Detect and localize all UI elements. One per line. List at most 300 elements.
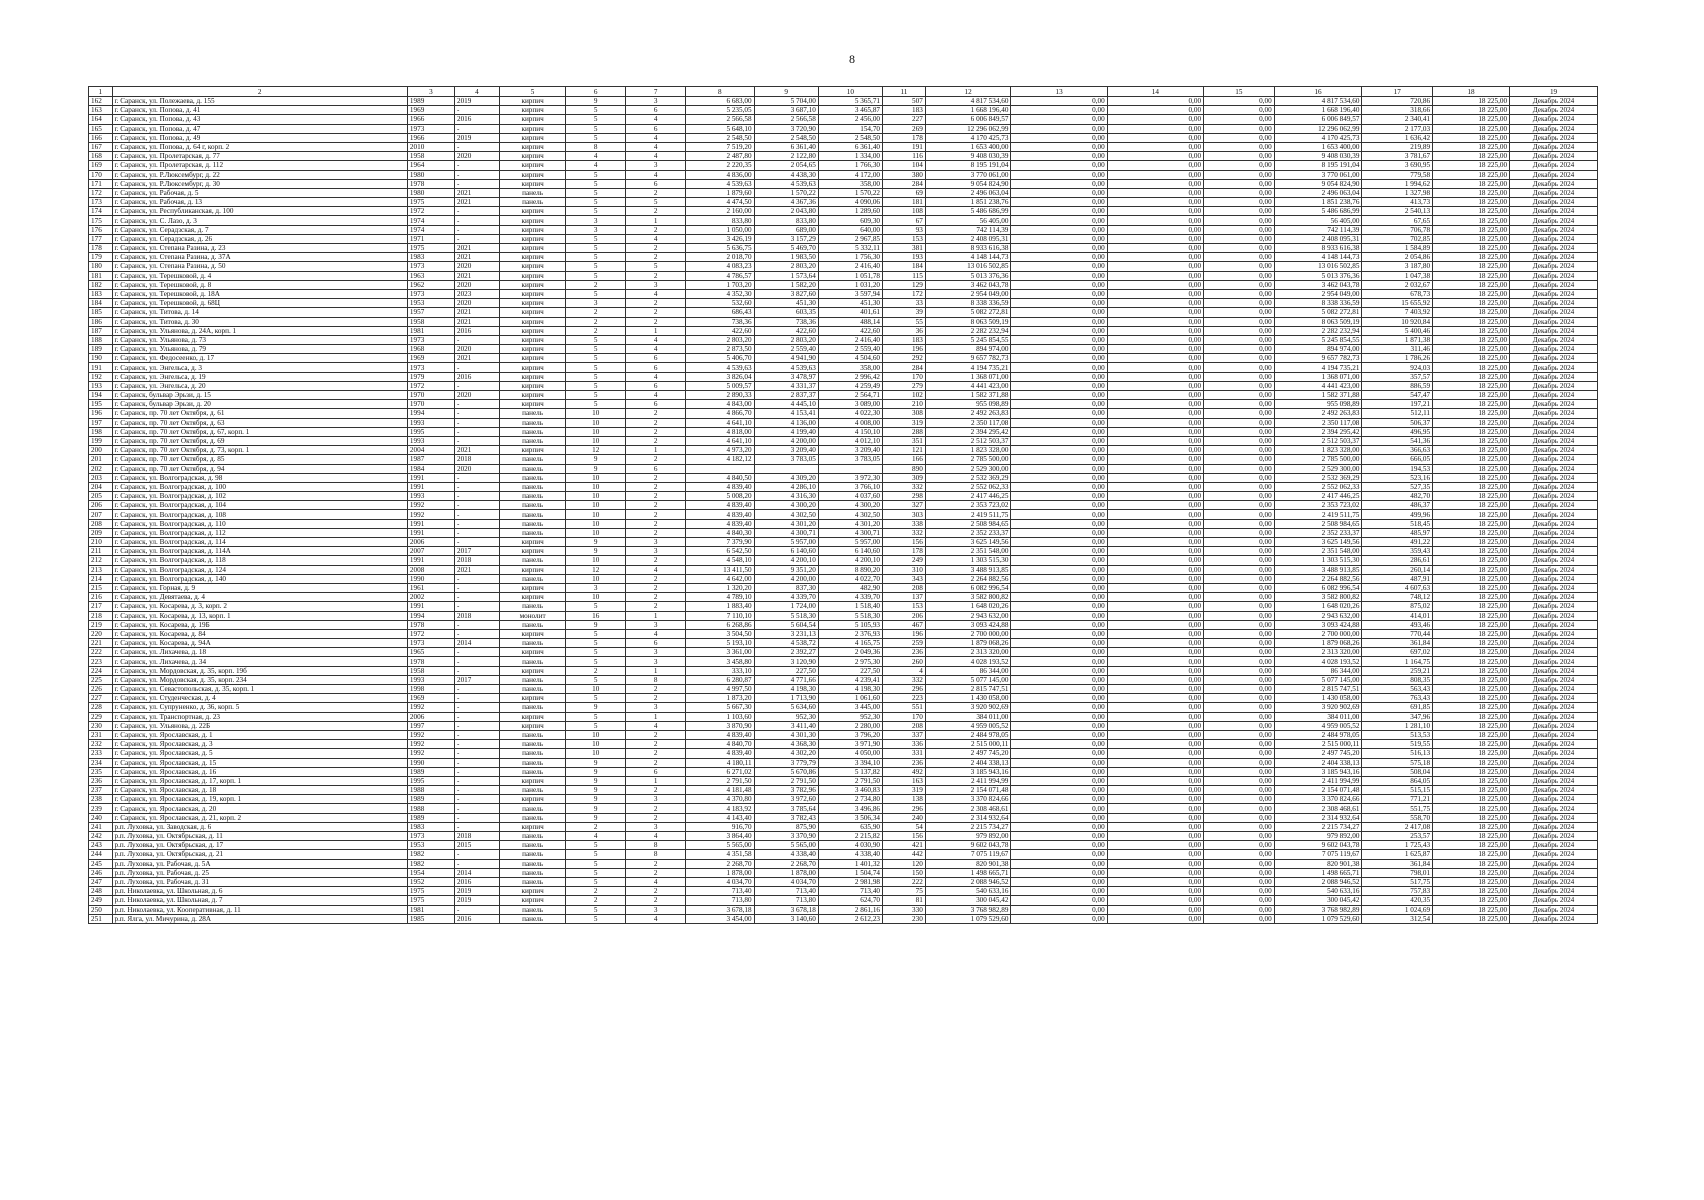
table-cell: 5 bbox=[566, 271, 626, 280]
table-cell: 575,18 bbox=[1362, 758, 1433, 767]
table-cell: 0,00 bbox=[1204, 289, 1275, 298]
table-cell: 0,00 bbox=[1204, 161, 1275, 170]
table-cell: 1969 bbox=[407, 106, 454, 115]
table-cell: 1991 bbox=[407, 482, 454, 491]
table-row bbox=[89, 905, 1598, 914]
table-cell: 18 225,00 bbox=[1433, 749, 1510, 758]
table-cell: 18 225,00 bbox=[1433, 721, 1510, 730]
table-row bbox=[89, 152, 1598, 161]
table-cell: 3 187,80 bbox=[1362, 262, 1433, 271]
table-cell: 0,00 bbox=[1011, 133, 1107, 142]
table-cell: 2 bbox=[626, 482, 686, 491]
table-cell: 0,00 bbox=[1011, 317, 1107, 326]
table-cell: 0,00 bbox=[1107, 776, 1203, 785]
table-cell: 2019 bbox=[454, 887, 499, 896]
table-cell: Декабрь 2024 bbox=[1510, 767, 1598, 776]
table-cell: 0,00 bbox=[1107, 225, 1203, 234]
table-cell: 3 768 982,89 bbox=[1274, 905, 1362, 914]
table-cell: 169 bbox=[89, 161, 113, 170]
table-cell: 2 785 500,00 bbox=[925, 455, 1011, 464]
table-cell: 1984 bbox=[407, 464, 454, 473]
column-number: 18 bbox=[1433, 87, 1510, 97]
table-cell: 0,00 bbox=[1107, 565, 1203, 574]
table-cell: 0,00 bbox=[1107, 97, 1203, 106]
table-cell: 0,00 bbox=[1204, 786, 1275, 795]
table-cell: 4 866,70 bbox=[686, 409, 754, 418]
table-cell: 0,00 bbox=[1011, 813, 1107, 822]
table-cell: 0,00 bbox=[1107, 914, 1203, 923]
table-cell: 0,00 bbox=[1107, 574, 1203, 583]
table-cell bbox=[818, 464, 882, 473]
table-cell: Декабрь 2024 bbox=[1510, 124, 1598, 133]
table-cell: - bbox=[454, 850, 499, 859]
table-cell: кирпич bbox=[499, 372, 565, 381]
table-cell: 2 484 978,05 bbox=[1274, 730, 1362, 739]
table-cell: 0,00 bbox=[1011, 234, 1107, 243]
table-cell: г. Саранск, ул. Терешковой, д. 4 bbox=[112, 271, 407, 280]
table-cell: 4 200,00 bbox=[754, 574, 818, 583]
table-cell: 2 bbox=[626, 519, 686, 528]
table-cell: 13 016 502,85 bbox=[925, 262, 1011, 271]
column-number: 19 bbox=[1510, 87, 1598, 97]
table-cell: 10 920,84 bbox=[1362, 317, 1433, 326]
table-cell: г. Саранск, ул. Девятаева, д. 4 bbox=[112, 593, 407, 602]
table-cell: 4 300,20 bbox=[818, 501, 882, 510]
table-cell: 191 bbox=[89, 363, 113, 372]
table-cell: 1964 bbox=[407, 161, 454, 170]
table-cell: 0,00 bbox=[1107, 161, 1203, 170]
table-cell: 5 bbox=[566, 124, 626, 133]
table-cell: 1 430 058,00 bbox=[1274, 694, 1362, 703]
table-cell: 18 225,00 bbox=[1433, 804, 1510, 813]
table-cell: г. Саранск, ул. Энгельса, д. 19 bbox=[112, 372, 407, 381]
table-cell: 208 bbox=[883, 583, 926, 592]
table-cell: 1994 bbox=[407, 611, 454, 620]
table-cell: 3 bbox=[626, 161, 686, 170]
table-cell: 2 559,40 bbox=[754, 345, 818, 354]
table-cell: 486,37 bbox=[1362, 501, 1433, 510]
table-cell: 4 839,40 bbox=[686, 510, 754, 519]
table-cell: 0,00 bbox=[1204, 381, 1275, 390]
table-cell: г. Саранск, ул. Севастопольская, д. 35, корп. 1 bbox=[112, 685, 407, 694]
table-cell: 227 bbox=[89, 694, 113, 703]
table-cell: 1989 bbox=[407, 97, 454, 106]
table-cell: 0,00 bbox=[1107, 198, 1203, 207]
table-cell: 7 075 119,67 bbox=[1274, 850, 1362, 859]
table-cell: 0,00 bbox=[1107, 813, 1203, 822]
table-cell: 2 314 932,64 bbox=[925, 813, 1011, 822]
table-cell: 338 bbox=[883, 519, 926, 528]
table-cell: 236 bbox=[89, 776, 113, 785]
table-cell: 5 bbox=[566, 400, 626, 409]
table-cell: 2 837,37 bbox=[754, 391, 818, 400]
table-cell: 205 bbox=[89, 492, 113, 501]
table-cell: 6 361,40 bbox=[754, 142, 818, 151]
table-cell: 2021 bbox=[454, 198, 499, 207]
table-cell: 2 088 946,52 bbox=[925, 877, 1011, 886]
table-cell: 189 bbox=[89, 345, 113, 354]
table-cell: 2 282 232,94 bbox=[925, 326, 1011, 335]
table-cell: 1 334,00 bbox=[818, 152, 882, 161]
table-cell: Декабрь 2024 bbox=[1510, 234, 1598, 243]
table-cell: 5 bbox=[566, 639, 626, 648]
table-cell: Декабрь 2024 bbox=[1510, 492, 1598, 501]
table-cell: 181 bbox=[89, 271, 113, 280]
table-cell: 686,43 bbox=[686, 308, 754, 317]
table-cell: 5 bbox=[566, 905, 626, 914]
table-cell: 4 bbox=[626, 115, 686, 124]
table-cell: 3 bbox=[626, 822, 686, 831]
table-cell: 5 670,86 bbox=[754, 767, 818, 776]
table-cell: 4 bbox=[626, 372, 686, 381]
table-cell: 153 bbox=[883, 234, 926, 243]
table-cell: панель bbox=[499, 804, 565, 813]
housing-registry-table bbox=[88, 86, 1598, 924]
table-cell: 0,00 bbox=[1011, 721, 1107, 730]
table-cell: 0,00 bbox=[1011, 492, 1107, 501]
table-cell: 0,00 bbox=[1107, 473, 1203, 482]
table-cell: панель bbox=[499, 574, 565, 583]
table-cell: - bbox=[454, 161, 499, 170]
table-cell: 0,00 bbox=[1107, 583, 1203, 592]
table-cell: 8 195 191,04 bbox=[1274, 161, 1362, 170]
table-cell: 2 943 632,00 bbox=[1274, 611, 1362, 620]
table-cell: 5 bbox=[566, 188, 626, 197]
table-cell: 0,00 bbox=[1204, 492, 1275, 501]
table-cell: 421 bbox=[883, 841, 926, 850]
column-number: 7 bbox=[626, 87, 686, 97]
table-cell: 0,00 bbox=[1107, 850, 1203, 859]
table-row bbox=[89, 179, 1598, 188]
table-cell: 890 bbox=[883, 464, 926, 473]
table-cell: г. Саранск, ул. Лихачева, д. 18 bbox=[112, 648, 407, 657]
table-cell: 1989 bbox=[407, 813, 454, 822]
table-cell: 227,50 bbox=[754, 666, 818, 675]
table-cell: 0,00 bbox=[1011, 188, 1107, 197]
table-cell: 0,00 bbox=[1011, 639, 1107, 648]
table-cell: 7 379,90 bbox=[686, 538, 754, 547]
table-cell: 196 bbox=[883, 629, 926, 638]
table-cell: - bbox=[454, 427, 499, 436]
table-row bbox=[89, 896, 1598, 905]
table-cell: 2 352 233,37 bbox=[1274, 528, 1362, 537]
table-cell: 499,96 bbox=[1362, 510, 1433, 519]
table-cell: 2 282 232,94 bbox=[1274, 326, 1362, 335]
table-cell: панель bbox=[499, 519, 565, 528]
table-cell: 229 bbox=[89, 712, 113, 721]
table-cell: Декабрь 2024 bbox=[1510, 675, 1598, 684]
table-cell: г. Саранск, ул. Попова, д. 49 bbox=[112, 133, 407, 142]
table-cell: 0,00 bbox=[1011, 115, 1107, 124]
table-cell: г. Саранск, ул. Степана Разина, д. 37А bbox=[112, 253, 407, 262]
table-cell: панель bbox=[499, 767, 565, 776]
table-cell: 9 bbox=[566, 804, 626, 813]
table-cell: 4 539,63 bbox=[686, 363, 754, 372]
table-cell: панель bbox=[499, 198, 565, 207]
table-cell: 0,00 bbox=[1107, 115, 1203, 124]
table-cell: кирпич bbox=[499, 391, 565, 400]
table-cell: 10 bbox=[566, 492, 626, 501]
table-cell: кирпич bbox=[499, 244, 565, 253]
table-row bbox=[89, 198, 1598, 207]
table-cell: 0,00 bbox=[1204, 207, 1275, 216]
table-cell: 0,00 bbox=[1107, 262, 1203, 271]
table-cell: 4 301,20 bbox=[818, 519, 882, 528]
table-cell: Декабрь 2024 bbox=[1510, 629, 1598, 638]
table-cell: 4 259,49 bbox=[818, 381, 882, 390]
table-cell: г. Саранск, пр. 70 лет Октября, д. 73, корп. 1 bbox=[112, 446, 407, 455]
table-cell: 2021 bbox=[454, 188, 499, 197]
table-cell: 0,00 bbox=[1107, 400, 1203, 409]
table-cell: 10 bbox=[566, 749, 626, 758]
table-cell: 18 225,00 bbox=[1433, 841, 1510, 850]
table-cell: 4 839,40 bbox=[686, 482, 754, 491]
table-cell: 706,78 bbox=[1362, 225, 1433, 234]
table-cell: 5 400,46 bbox=[1362, 326, 1433, 335]
table-cell: 4 642,00 bbox=[686, 574, 754, 583]
table-cell: 5 365,71 bbox=[818, 97, 882, 106]
table-cell: 4 538,72 bbox=[754, 639, 818, 648]
table-cell: - bbox=[454, 648, 499, 657]
table-cell: 2 456,00 bbox=[818, 115, 882, 124]
table-cell: 0,00 bbox=[1107, 556, 1203, 565]
table-cell: 2 bbox=[566, 896, 626, 905]
table-cell: 442 bbox=[883, 850, 926, 859]
table-cell: 4 441 423,00 bbox=[1274, 381, 1362, 390]
table-cell: Декабрь 2024 bbox=[1510, 510, 1598, 519]
table-cell: 0,00 bbox=[1011, 758, 1107, 767]
table-cell: 0,00 bbox=[1204, 675, 1275, 684]
table-cell: 9 bbox=[566, 464, 626, 473]
table-cell: кирпич bbox=[499, 896, 565, 905]
table-cell: 2 353 723,02 bbox=[925, 501, 1011, 510]
table-cell: 54 bbox=[883, 822, 926, 831]
table-row bbox=[89, 464, 1598, 473]
table-cell: г. Саранск, ул. Волгоградская, д. 112 bbox=[112, 528, 407, 537]
table-cell: - bbox=[454, 694, 499, 703]
table-cell: Декабрь 2024 bbox=[1510, 703, 1598, 712]
table-cell: кирпич bbox=[499, 446, 565, 455]
table-cell: 2006 bbox=[407, 712, 454, 721]
table-row bbox=[89, 565, 1598, 574]
table-cell: 4 338,40 bbox=[754, 850, 818, 859]
table-cell: 6 bbox=[626, 639, 686, 648]
table-cell: 1 724,00 bbox=[754, 602, 818, 611]
table-cell: 196 bbox=[883, 345, 926, 354]
table-cell: 4 839,40 bbox=[686, 501, 754, 510]
table-cell: кирпич bbox=[499, 152, 565, 161]
table-cell: 183 bbox=[89, 289, 113, 298]
table-cell: 2 394 295,42 bbox=[925, 427, 1011, 436]
table-cell: 742 114,39 bbox=[1274, 225, 1362, 234]
table-cell: 3 458,80 bbox=[686, 657, 754, 666]
column-number: 13 bbox=[1011, 87, 1107, 97]
table-cell: 5 bbox=[566, 335, 626, 344]
table-cell: 2004 bbox=[407, 446, 454, 455]
table-cell: Декабрь 2024 bbox=[1510, 464, 1598, 473]
table-cell: 2 967,85 bbox=[818, 234, 882, 243]
table-cell: р.п. Луховка, ул. Октябрьская, д. 11 bbox=[112, 832, 407, 841]
table-cell: 0,00 bbox=[1107, 271, 1203, 280]
table-row bbox=[89, 335, 1598, 344]
table-cell: 0,00 bbox=[1204, 547, 1275, 556]
table-cell: 4 037,60 bbox=[818, 492, 882, 501]
table-row bbox=[89, 97, 1598, 106]
table-cell: 2 803,20 bbox=[754, 262, 818, 271]
table-cell: 496,95 bbox=[1362, 427, 1433, 436]
table-cell: 223 bbox=[883, 694, 926, 703]
table-cell: 0,00 bbox=[1107, 308, 1203, 317]
table-cell: 0,00 bbox=[1204, 188, 1275, 197]
table-cell: 18 225,00 bbox=[1433, 602, 1510, 611]
table-cell: 5 077 145,00 bbox=[925, 675, 1011, 684]
table-cell: 3 bbox=[626, 648, 686, 657]
table-cell: 0,00 bbox=[1204, 244, 1275, 253]
table-cell: 1 bbox=[626, 712, 686, 721]
table-cell: 3 089,00 bbox=[818, 400, 882, 409]
table-cell: 8 063 509,19 bbox=[1274, 317, 1362, 326]
table-cell: 0,00 bbox=[1107, 216, 1203, 225]
table-cell: 5 518,30 bbox=[754, 611, 818, 620]
table-cell: 1 bbox=[626, 216, 686, 225]
table-cell: Декабрь 2024 bbox=[1510, 850, 1598, 859]
table-cell: панель bbox=[499, 427, 565, 436]
table-cell: 0,00 bbox=[1107, 299, 1203, 308]
table-cell: 0,00 bbox=[1204, 657, 1275, 666]
table-cell: 3 488 913,85 bbox=[925, 565, 1011, 574]
table-row bbox=[89, 611, 1598, 620]
table-cell: кирпич bbox=[499, 124, 565, 133]
table-cell: 4 198,30 bbox=[754, 685, 818, 694]
table-cell: 798,01 bbox=[1362, 868, 1433, 877]
table-cell: 2 564,71 bbox=[818, 391, 882, 400]
table-cell: 4 bbox=[566, 161, 626, 170]
table-cell: 2 054,65 bbox=[754, 161, 818, 170]
table-cell: 10 bbox=[566, 740, 626, 749]
table-cell: - bbox=[454, 703, 499, 712]
table-cell: 380 bbox=[883, 170, 926, 179]
table-cell: 67 bbox=[883, 216, 926, 225]
table-cell: 0,00 bbox=[1204, 482, 1275, 491]
table-cell: Декабрь 2024 bbox=[1510, 914, 1598, 923]
table-cell: 1 bbox=[626, 666, 686, 675]
table-cell: 3 093 424,88 bbox=[925, 620, 1011, 629]
table-cell: 2 497 745,20 bbox=[1274, 749, 1362, 758]
table-cell: 2 bbox=[566, 887, 626, 896]
table-row bbox=[89, 234, 1598, 243]
table-cell: 18 225,00 bbox=[1433, 198, 1510, 207]
table-cell: 2 bbox=[626, 556, 686, 565]
table-cell: - bbox=[454, 473, 499, 482]
table-cell: 0,00 bbox=[1011, 381, 1107, 390]
table-cell: 5 bbox=[566, 207, 626, 216]
table-cell: 2023 bbox=[454, 289, 499, 298]
table-cell: 4 034,70 bbox=[754, 877, 818, 886]
table-cell: 0,00 bbox=[1107, 253, 1203, 262]
table-cell: - bbox=[454, 685, 499, 694]
table-cell: 4 083,23 bbox=[686, 262, 754, 271]
table-cell: 3 690,95 bbox=[1362, 161, 1433, 170]
table-cell: 0,00 bbox=[1011, 804, 1107, 813]
table-cell: р.п. Николаевка, ул. Школьная, д. 7 bbox=[112, 896, 407, 905]
table-cell: Декабрь 2024 bbox=[1510, 556, 1598, 565]
table-cell: 0,00 bbox=[1204, 795, 1275, 804]
table-cell: Декабрь 2024 bbox=[1510, 97, 1598, 106]
table-cell: 738,36 bbox=[754, 317, 818, 326]
table-cell: 6 268,86 bbox=[686, 620, 754, 629]
table-cell: 0,00 bbox=[1011, 363, 1107, 372]
table-cell: кирпич bbox=[499, 308, 565, 317]
table-cell: 18 225,00 bbox=[1433, 776, 1510, 785]
table-cell: 0,00 bbox=[1011, 161, 1107, 170]
table-row bbox=[89, 813, 1598, 822]
table-cell: 4 050,00 bbox=[818, 749, 882, 758]
table-cell: кирпич bbox=[499, 207, 565, 216]
table-cell: 547,47 bbox=[1362, 391, 1433, 400]
table-cell: 0,00 bbox=[1011, 280, 1107, 289]
table-cell: 18 225,00 bbox=[1433, 583, 1510, 592]
table-cell: 2 416,40 bbox=[818, 262, 882, 271]
table-cell: 6 bbox=[626, 767, 686, 776]
table-cell: 233 bbox=[89, 749, 113, 758]
table-cell: 2 bbox=[626, 188, 686, 197]
table-cell: 5 013 376,36 bbox=[925, 271, 1011, 280]
table-cell: 156 bbox=[883, 538, 926, 547]
table-cell: 10 bbox=[566, 593, 626, 602]
table-cell: 738,36 bbox=[686, 317, 754, 326]
table-cell: 0,00 bbox=[1011, 308, 1107, 317]
table-cell: 18 225,00 bbox=[1433, 538, 1510, 547]
table-cell: 540 633,16 bbox=[925, 887, 1011, 896]
table-cell: 0,00 bbox=[1107, 703, 1203, 712]
table-cell: 18 225,00 bbox=[1433, 492, 1510, 501]
table-cell: 1 873,20 bbox=[686, 694, 754, 703]
table-cell: 0,00 bbox=[1204, 519, 1275, 528]
table-cell: 5 bbox=[626, 198, 686, 207]
table-cell: 2016 bbox=[454, 326, 499, 335]
table-cell: 174 bbox=[89, 207, 113, 216]
table-cell: 6 bbox=[626, 124, 686, 133]
table-cell: панель bbox=[499, 188, 565, 197]
table-cell: 0,00 bbox=[1011, 712, 1107, 721]
table-cell: 5 bbox=[566, 841, 626, 850]
table-cell: 18 225,00 bbox=[1433, 234, 1510, 243]
table-cell: 10 bbox=[566, 528, 626, 537]
table-cell: 0,00 bbox=[1204, 602, 1275, 611]
table-cell: 269 bbox=[883, 124, 926, 133]
table-cell: 2018 bbox=[454, 556, 499, 565]
table-cell: Декабрь 2024 bbox=[1510, 795, 1598, 804]
table-cell: 2020 bbox=[454, 391, 499, 400]
table-cell: 3 779,79 bbox=[754, 758, 818, 767]
table-cell: 0,00 bbox=[1107, 188, 1203, 197]
column-number: 11 bbox=[883, 87, 926, 97]
table-cell: 260,14 bbox=[1362, 565, 1433, 574]
table-cell: 195 bbox=[89, 400, 113, 409]
table-cell: 0,00 bbox=[1107, 685, 1203, 694]
table-cell: 4 843,00 bbox=[686, 400, 754, 409]
table-cell: 1 327,98 bbox=[1362, 188, 1433, 197]
table-cell: 8 bbox=[566, 142, 626, 151]
table-cell: - bbox=[454, 436, 499, 445]
table-cell: 0,00 bbox=[1107, 822, 1203, 831]
table-cell: 2 313 320,00 bbox=[925, 648, 1011, 657]
table-cell: 5 bbox=[566, 868, 626, 877]
table-cell: панель bbox=[499, 832, 565, 841]
table-cell: 894 974,00 bbox=[925, 345, 1011, 354]
table-cell: г. Саранск, ул. Ульянова, д. 22Б bbox=[112, 721, 407, 730]
table-cell: 18 225,00 bbox=[1433, 289, 1510, 298]
